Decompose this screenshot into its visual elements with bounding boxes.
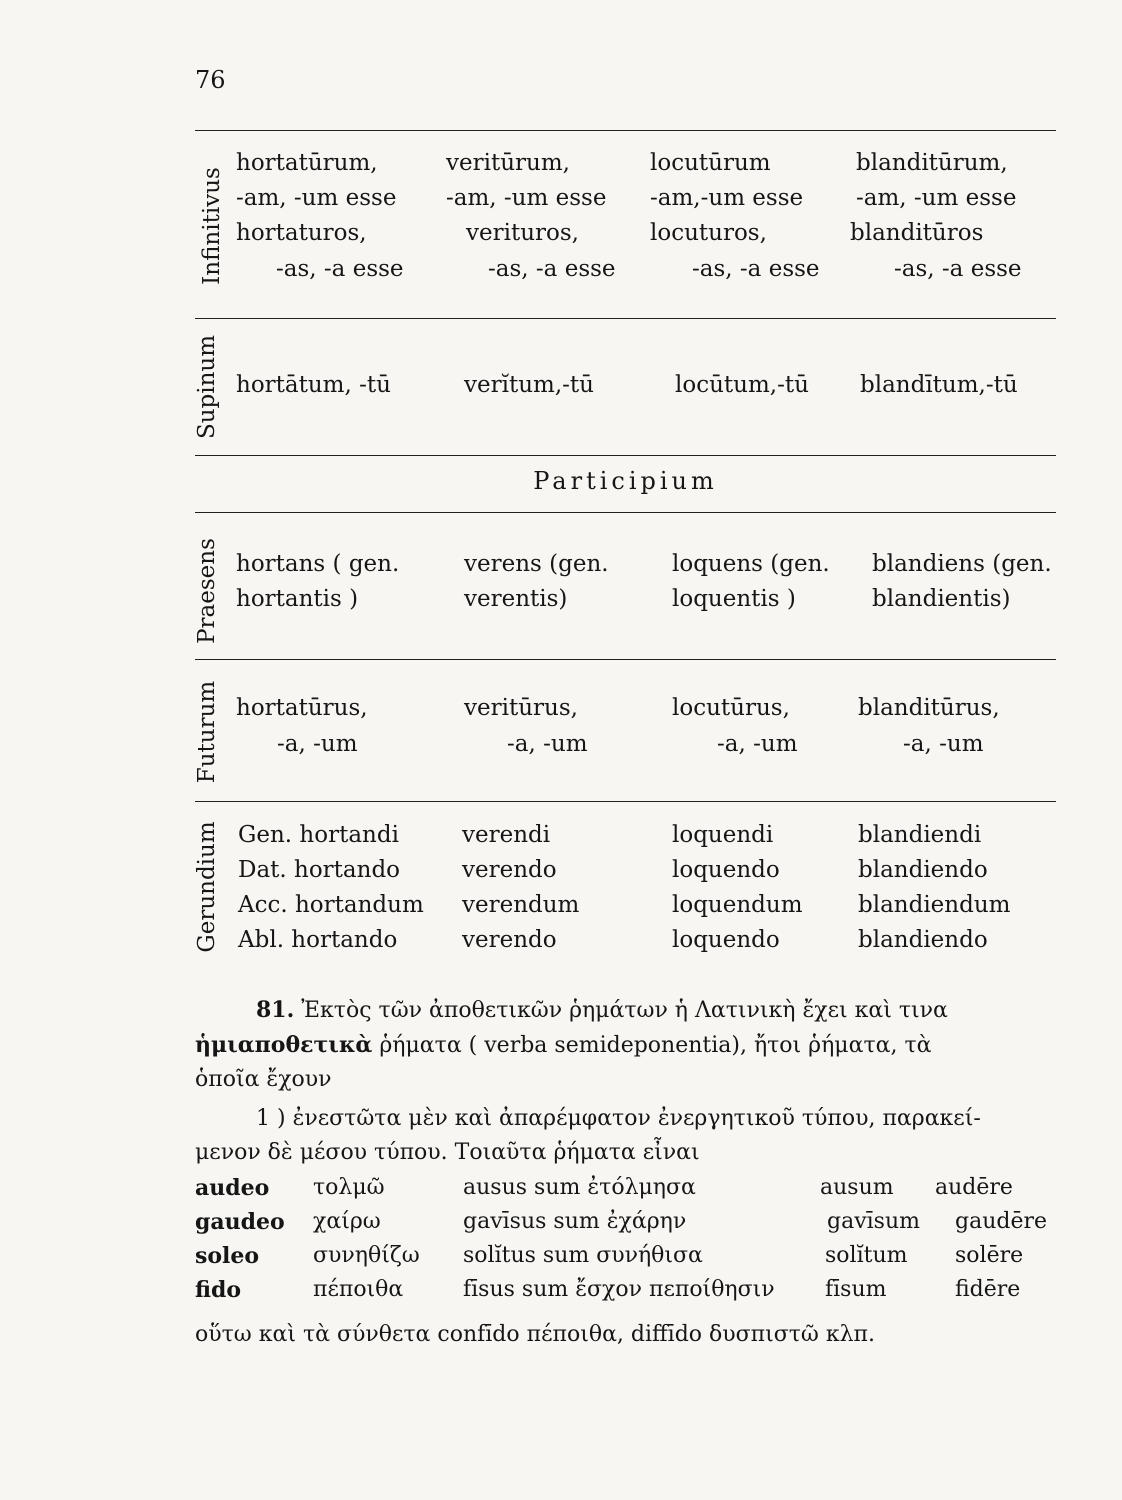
section-label-infinitivus: Infinitivus: [199, 167, 225, 285]
verb-greek: πέποιθα: [313, 1277, 404, 1302]
table-cell: loquens (gen.: [672, 551, 830, 577]
table-cell: hortaturos,: [236, 220, 367, 246]
table-rule: [195, 512, 1056, 513]
table-cell: blandiens (gen.: [872, 551, 1052, 577]
table-cell: blandiendo: [858, 927, 988, 953]
verb-supine: ausum: [820, 1175, 894, 1200]
paragraph-81-line2: [195, 1032, 1065, 1058]
table-cell: locuturos,: [650, 220, 767, 246]
table-cell: blanditūrum,: [856, 150, 1008, 176]
table-cell: blanditūrus,: [858, 695, 1000, 721]
table-cell: verendo: [462, 927, 557, 953]
table-cell: verĭtum,-tū: [464, 372, 594, 398]
table-cell: -am, -um esse: [446, 185, 607, 211]
paragraph-81-line1: [256, 997, 1066, 1023]
verb-perfect: gavīsus sum ἐχάρην: [463, 1209, 687, 1234]
section-label-gerundium: Gerundium: [194, 821, 220, 953]
table-cell: Abl. hortando: [238, 927, 398, 953]
table-rule: [195, 318, 1056, 319]
table-cell: -as, -a esse: [276, 256, 404, 282]
verb-latin: soleo: [195, 1243, 260, 1269]
paragraph-text: μενον δὲ μέσου τύπου. Τοιαῦτα ῥήματα εἶναι: [195, 1140, 700, 1165]
table-cell: Acc. hortandum: [238, 892, 424, 918]
paragraph-text: 1 ) ἐνεστῶτα μὲν καὶ ἀπαρέμφατον ἐνεργητικοῦ τύπου, παρακεί-: [256, 1106, 981, 1131]
verb-infinitive: fidēre: [955, 1277, 1021, 1302]
table-rule: [195, 455, 1056, 456]
table-cell: blanditūros: [850, 220, 984, 246]
table-cell: verens (gen.: [464, 551, 609, 577]
table-cell: blandiendo: [858, 857, 988, 883]
table-cell: verendum: [462, 892, 580, 918]
table-cell: hortans ( gen.: [236, 551, 400, 577]
verb-infinitive: solēre: [955, 1243, 1024, 1268]
table-cell: locutūrus,: [672, 695, 790, 721]
verb-latin: fido: [195, 1277, 242, 1303]
table-rule-top: [195, 130, 1056, 131]
paragraph-text: ῥήματα ( verba semideponentia), ἤτοι ῥήματα, τὰ: [379, 1033, 932, 1058]
table-cell: -a, -um: [903, 731, 984, 757]
table-cell: -am, -um esse: [236, 185, 397, 211]
table-rule: [195, 801, 1056, 802]
verb-infinitive: audēre: [935, 1175, 1013, 1200]
table-cell: -am,-um esse: [650, 185, 804, 211]
section-number: 81.: [256, 997, 295, 1023]
table-cell: loquendi: [672, 822, 774, 848]
verb-supine: gavīsum: [827, 1209, 920, 1234]
table-cell: hortātum, -tū: [236, 372, 391, 398]
section-label-praesens: Praesens: [194, 538, 220, 644]
verb-perfect: ausus sum ἐτόλμησα: [463, 1175, 696, 1200]
verb-latin: gaudeo: [195, 1209, 285, 1235]
page-number: 76: [195, 66, 226, 94]
section-label-supinum: Supinum: [194, 334, 220, 440]
table-cell: verentis): [464, 586, 568, 612]
table-rule: [195, 659, 1056, 660]
table-cell: loquendum: [672, 892, 803, 918]
paragraph-text: ὁποῖα ἔχουν: [195, 1067, 332, 1092]
table-cell: blandientis): [872, 586, 1011, 612]
table-cell: Gen. hortandi: [238, 822, 399, 848]
table-cell: locutūrum: [650, 150, 771, 176]
verb-perfect: fīsus sum ἔσχον πεποίθησιν: [463, 1277, 775, 1302]
table-cell: -as, -a esse: [488, 256, 616, 282]
verb-greek: συνηθίζω: [313, 1243, 420, 1268]
table-cell: loquendo: [672, 857, 780, 883]
verb-perfect: solĭtus sum συνήθισα: [463, 1243, 703, 1268]
table-cell: Dat. hortando: [238, 857, 401, 883]
paragraph-text: Ἐκτὸς τῶν ἀποθετικῶν ῥημάτων ἡ Λατινικὴ ἔχει καὶ τινα: [301, 998, 948, 1023]
verb-infinitive: gaudēre: [955, 1209, 1048, 1234]
table-cell: blandiendum: [858, 892, 1011, 918]
table-cell: -a, -um: [507, 731, 588, 757]
verb-greek: χαίρω: [313, 1209, 381, 1234]
table-cell: locūtum,-tū: [675, 372, 809, 398]
key-term: ἡμιαποθετικὰ: [195, 1032, 373, 1058]
table-cell: verendo: [462, 857, 557, 883]
verb-supine: solĭtum: [825, 1243, 908, 1268]
participium-heading: Participium: [533, 467, 718, 495]
table-cell: verendi: [462, 822, 551, 848]
table-cell: loquentis ): [672, 586, 796, 612]
table-cell: hortatūrum,: [236, 150, 378, 176]
verb-greek: τολμῶ: [313, 1175, 385, 1200]
verb-supine: fīsum: [825, 1277, 887, 1302]
table-cell: veritūrus,: [464, 695, 578, 721]
table-cell: -as, -a esse: [692, 256, 820, 282]
table-cell: blandiendi: [858, 822, 982, 848]
table-cell: blandītum,-tū: [860, 372, 1018, 398]
table-cell: hortatūrus,: [236, 695, 368, 721]
table-cell: veritūrum,: [446, 150, 570, 176]
verb-latin: audeo: [195, 1175, 270, 1201]
table-cell: verituros,: [466, 220, 579, 246]
table-cell: hortantis ): [236, 586, 359, 612]
table-cell: -am, -um esse: [856, 185, 1017, 211]
table-cell: loquendo: [672, 927, 780, 953]
paragraph-text: οὕτω καὶ τὰ σύνθετα confīdo πέποιθα, diffīdo δυσπιστῶ κλπ.: [195, 1322, 876, 1347]
table-cell: -a, -um: [277, 731, 358, 757]
table-cell: -a, -um: [717, 731, 798, 757]
table-cell: -as, -a esse: [894, 256, 1022, 282]
section-label-futurum: Futurum: [194, 680, 220, 784]
